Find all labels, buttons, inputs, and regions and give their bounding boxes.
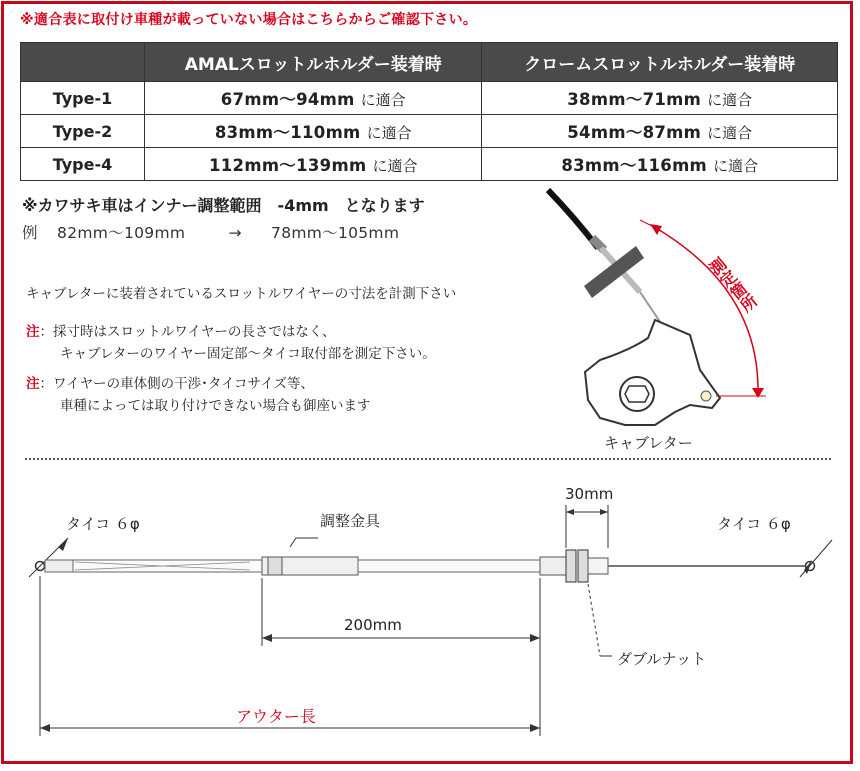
dim200-arrow-right bbox=[530, 634, 540, 642]
threaded-end bbox=[588, 558, 608, 574]
carb-caption: キャブレター bbox=[604, 434, 693, 452]
section-divider bbox=[25, 458, 831, 460]
fit-suffix: に適合 bbox=[707, 91, 753, 109]
chrome-range: 83mm～116mm bbox=[561, 156, 708, 175]
note-line2: キャブレターのワイヤー固定部～タイコ取付部を測定下さい。 bbox=[60, 346, 436, 362]
measure-arrowhead-start bbox=[650, 224, 662, 235]
fit-suffix: に適合 bbox=[372, 157, 418, 175]
carb-arm bbox=[585, 320, 720, 425]
chrome-range: 38mm～71mm bbox=[567, 90, 702, 109]
length-30-label: 30mm bbox=[565, 485, 614, 503]
example-arrow: → bbox=[228, 224, 242, 242]
right-taiko-label: タイコ ６φ bbox=[717, 515, 791, 533]
carb-taiko bbox=[701, 391, 711, 401]
outer-length-label: アウター長 bbox=[236, 707, 316, 726]
chrome-range: 54mm～87mm bbox=[567, 123, 702, 142]
amal-range: 83mm～110mm bbox=[214, 123, 361, 142]
length-200-label: 200mm bbox=[344, 616, 402, 634]
cable-end-fitting bbox=[540, 557, 566, 575]
measure-instruction: キャブレターに装着されているスロットルワイヤーの寸法を計測下さい bbox=[26, 286, 457, 302]
header-amal: AMALスロットルホルダー装着時 bbox=[145, 43, 482, 82]
left-taiko-label: タイコ ６φ bbox=[66, 515, 140, 533]
cable-diagram bbox=[29, 505, 832, 736]
carb-illustration bbox=[548, 190, 766, 425]
double-nut-leader bbox=[588, 584, 600, 656]
outer-arrow-left bbox=[40, 724, 50, 732]
amal-range: 67mm～94mm bbox=[220, 90, 355, 109]
outer-cable-right bbox=[358, 560, 540, 572]
row-type: Type-2 bbox=[21, 115, 145, 148]
row-type: Type-1 bbox=[21, 82, 145, 115]
left-end-fitting bbox=[45, 560, 73, 572]
measure-point-label: 測定箇所 bbox=[704, 254, 761, 316]
left-taiko-arrowhead bbox=[58, 538, 68, 551]
dim30-arrow-left bbox=[566, 509, 574, 515]
right-taiko-leader bbox=[800, 540, 832, 577]
double-nut-a bbox=[566, 550, 576, 582]
fit-suffix: に適合 bbox=[707, 124, 753, 142]
note-line2: 車種によっては取り付けできない場合も御座います bbox=[60, 398, 371, 414]
note-line1: ：採寸時はスロットルワイヤーの長さではなく、 bbox=[39, 324, 336, 340]
example-from: 82mm～109mm bbox=[57, 224, 186, 242]
adjuster-nut bbox=[268, 557, 282, 575]
dim200-arrow-left bbox=[262, 634, 272, 642]
note-line1: ：ワイヤーの車体側の干渉･タイコサイズ等、 bbox=[39, 376, 314, 392]
fit-suffix: に適合 bbox=[713, 157, 759, 175]
fit-suffix: に適合 bbox=[360, 91, 406, 109]
note-mark: 注 bbox=[26, 324, 40, 340]
row-type: Type-4 bbox=[21, 148, 145, 181]
kawasaki-note: ※カワサキ車はインナー調整範囲 -4mm となります bbox=[22, 196, 425, 215]
notice-text[interactable]: ※適合表に取付け車種が載っていない場合はこちらからご確認下さい。 bbox=[20, 12, 478, 28]
note-mark: 注 bbox=[26, 376, 40, 392]
example-prefix: 例 bbox=[22, 224, 38, 242]
double-nut-b bbox=[578, 550, 588, 582]
adjuster-label: 調整金具 bbox=[320, 512, 381, 530]
fit-suffix: に適合 bbox=[366, 124, 412, 142]
amal-range: 112mm～139mm bbox=[208, 156, 367, 175]
dim30-arrow-right bbox=[600, 509, 608, 515]
outer-arrow-right bbox=[530, 724, 540, 732]
adjuster-leader bbox=[290, 538, 296, 547]
double-nut-label: ダブルナット bbox=[617, 650, 707, 668]
example-to: 78mm～105mm bbox=[271, 224, 400, 242]
header-chrome: クロームスロットルホルダー装着時 bbox=[482, 43, 838, 82]
carb-cable-outer bbox=[548, 190, 598, 248]
